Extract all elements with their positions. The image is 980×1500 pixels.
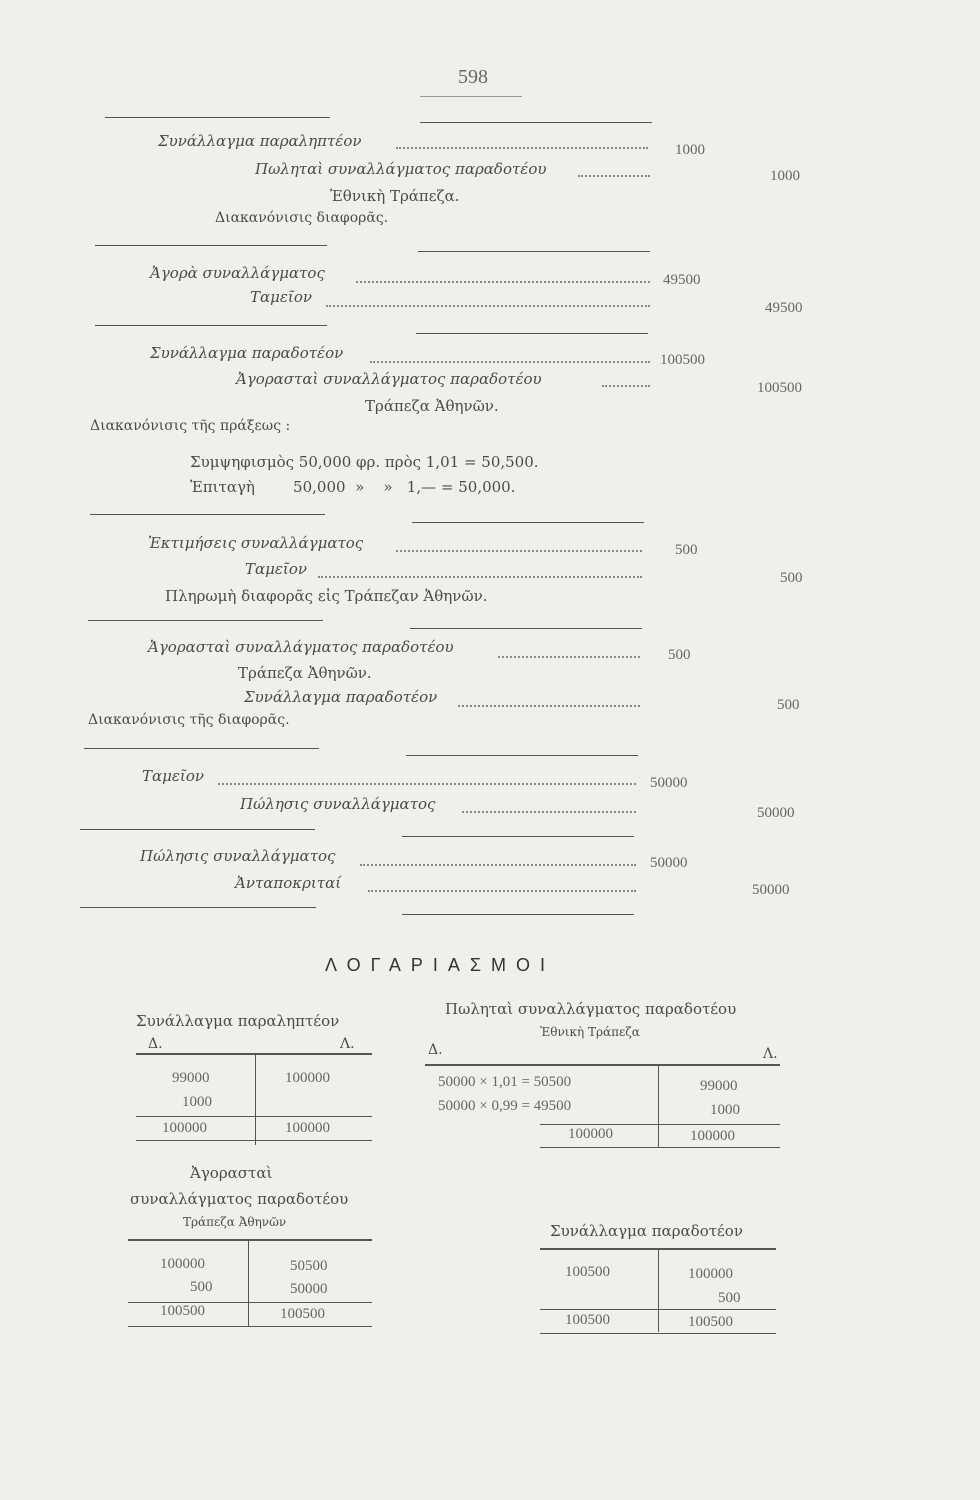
credit-value: 500 xyxy=(718,1290,741,1306)
debit-amount: 1000 xyxy=(675,142,705,158)
credit-account: Ἀγορασταὶ συναλλάγματος παραδοτέου xyxy=(236,370,542,388)
debit-value: 500 xyxy=(190,1279,213,1295)
debit-amount: 500 xyxy=(668,647,691,663)
sub-account: Τράπεζα Ἀθηνῶν. xyxy=(238,664,372,682)
debit-total: 100000 xyxy=(568,1126,613,1142)
account-title-line-1: Ἀγορασταὶ xyxy=(190,1164,273,1182)
debit-total: 100000 xyxy=(162,1120,207,1136)
entry-note: Πληρωμὴ διαφορᾶς εἰς Τράπεζαν Ἀθηνῶν. xyxy=(165,587,488,605)
credit-account: Ἀνταποκριταί xyxy=(235,874,342,892)
sub-account: Ἐθνικὴ Τράπεζα. xyxy=(330,187,460,205)
account-title: Συνάλλαγμα παραληπτέον xyxy=(136,1012,340,1030)
entry-note: Διακανόνισις διαφορᾶς. xyxy=(215,210,389,226)
debit-label: Δ. xyxy=(148,1036,163,1052)
debit-amount: 50000 xyxy=(650,855,688,871)
debit-amount: 49500 xyxy=(663,272,701,288)
debit-amount: 100500 xyxy=(660,352,705,368)
page-number-rule xyxy=(420,96,522,97)
credit-amount: 500 xyxy=(780,570,803,586)
credit-account: Ταμεῖον xyxy=(245,560,307,578)
debit-account: Συνάλλαγμα παραδοτέον xyxy=(150,344,344,362)
debit-account: Ἀγορὰ συναλλάγματος xyxy=(150,264,325,282)
debit-label: Δ. xyxy=(428,1042,443,1058)
credit-total: 100000 xyxy=(690,1128,735,1144)
debit-value: 100500 xyxy=(565,1264,610,1280)
debit-account: Ἐκτιμήσεις συναλλάγματος xyxy=(148,534,364,552)
credit-value: 99000 xyxy=(700,1078,738,1094)
credit-value: 100000 xyxy=(688,1266,733,1282)
debit-total: 100500 xyxy=(160,1303,205,1319)
credit-account: Συνάλλαγμα παραδοτέον xyxy=(244,688,438,706)
accounts-heading: ΛΟΓΑΡΙΑΣΜΟΙ xyxy=(325,955,556,975)
credit-total: 100000 xyxy=(285,1120,330,1136)
credit-account: Πωληταὶ συναλλάγματος παραδοτέου xyxy=(255,160,547,178)
credit-value: 50000 xyxy=(290,1281,328,1297)
account-title: Πωληταὶ συναλλάγματος παραδοτέου xyxy=(445,1000,737,1018)
credit-value: 50500 xyxy=(290,1258,328,1274)
credit-amount: 49500 xyxy=(765,300,803,316)
debit-account: Ἀγορασταὶ συναλλάγματος παραδοτέου xyxy=(148,638,454,656)
debit-amount: 50000 xyxy=(650,775,688,791)
calculation-line-1: Συμψηφισμὸς 50,000 φρ. πρὸς 1,01 = 50,500. xyxy=(190,453,539,471)
account-subtitle: Ἐθνικὴ Τράπεζα xyxy=(540,1025,640,1039)
debit-value: 99000 xyxy=(172,1070,210,1086)
page-number: 598 xyxy=(458,66,488,88)
debit-account: Ταμεῖον xyxy=(142,767,204,785)
credit-amount: 50000 xyxy=(757,805,795,821)
debit-total: 100500 xyxy=(565,1312,610,1328)
credit-total: 100500 xyxy=(688,1314,733,1330)
credit-value: 100000 xyxy=(285,1070,330,1086)
debit-amount: 500 xyxy=(675,542,698,558)
debit-value: 100000 xyxy=(160,1256,205,1272)
credit-account: Πώλησις συναλλάγματος xyxy=(240,795,436,813)
credit-total: 100500 xyxy=(280,1306,325,1322)
credit-amount: 50000 xyxy=(752,882,790,898)
account-subtitle: Τράπεζα Ἀθηνῶν xyxy=(183,1215,287,1229)
debit-account: Πώλησις συναλλάγματος xyxy=(140,847,336,865)
entry-note: Διακανόνισις τῆς πράξεως : xyxy=(90,418,291,434)
calculation-line-2: Ἐπιταγὴ 50,000 » » 1,— = 50,000. xyxy=(190,478,516,496)
credit-amount: 1000 xyxy=(770,168,800,184)
credit-value: 1000 xyxy=(710,1102,740,1118)
sub-account: Τράπεζα Ἀθηνῶν. xyxy=(365,397,499,415)
debit-account: Συνάλλαγμα παραληπτέον xyxy=(158,132,362,150)
credit-amount: 500 xyxy=(777,697,800,713)
account-title-line-2: συναλλάγματος παραδοτέου xyxy=(130,1190,349,1208)
account-title: Συνάλλαγμα παραδοτέον xyxy=(550,1222,743,1240)
credit-amount: 100500 xyxy=(757,380,802,396)
debit-value: 1000 xyxy=(182,1094,212,1110)
credit-account: Ταμεῖον xyxy=(250,288,312,306)
credit-label: Λ. xyxy=(340,1036,355,1052)
debit-value: 50000 × 1,01 = 50500 xyxy=(438,1074,572,1090)
entry-note: Διακανόνισις τῆς διαφορᾶς. xyxy=(88,712,290,728)
credit-label: Λ. xyxy=(763,1046,778,1062)
debit-value: 50000 × 0,99 = 49500 xyxy=(438,1098,572,1114)
